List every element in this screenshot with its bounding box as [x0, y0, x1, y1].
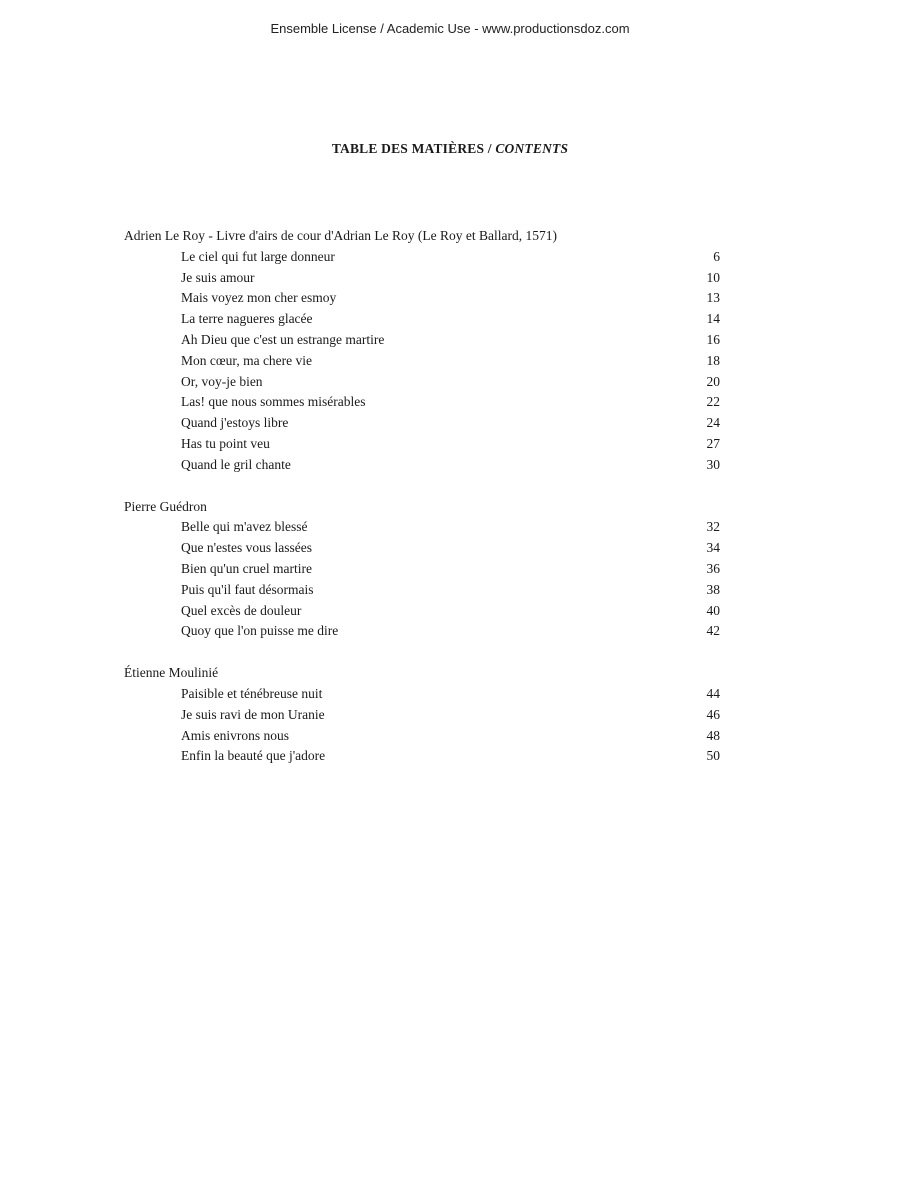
entry-title: Enfin la beauté que j'adore	[181, 748, 326, 764]
entry-page-number: 24	[706, 415, 720, 431]
entry-page-number: 13	[706, 290, 720, 306]
entry-page-number: 34	[706, 540, 720, 556]
composer-heading: Pierre Guédron	[124, 498, 207, 514]
entry-title: Amis enivrons nous	[181, 727, 289, 743]
toc-entry	[124, 372, 720, 393]
entry-title: Bien qu'un cruel martire	[181, 560, 313, 576]
entry-page-number: 46	[706, 706, 720, 722]
table-of-contents	[124, 226, 720, 788]
entry-title: Le ciel qui fut large donneur	[181, 248, 335, 264]
entry-page-number: 40	[706, 602, 720, 618]
toc-section	[124, 497, 720, 643]
toc-entry	[124, 538, 720, 559]
toc-entry	[124, 621, 720, 642]
entry-page-number: 22	[706, 394, 720, 410]
page-title	[0, 141, 900, 157]
entry-page-number: 42	[706, 623, 720, 639]
entry-page-number: 48	[706, 727, 720, 743]
entry-page-number: 36	[706, 560, 720, 576]
toc-entry	[124, 705, 720, 726]
toc-entry	[124, 309, 720, 330]
entry-page-number: 10	[706, 269, 720, 285]
entry-title: Quand le gril chante	[181, 456, 291, 472]
entry-title: Je suis amour	[181, 269, 255, 285]
toc-entry	[124, 601, 720, 622]
entry-page-number: 50	[706, 748, 720, 764]
entry-title: Paisible et ténébreuse nuit	[181, 685, 323, 701]
entry-title: La terre nagueres glacée	[181, 311, 313, 327]
title-french: TABLE DES MATIÈRES /	[331, 141, 492, 156]
entry-title: Or, voy-je bien	[181, 373, 263, 389]
toc-entry	[124, 580, 720, 601]
composer-heading: Adrien Le Roy - Livre d'airs de cour d'Adrian Le Roy (Le Roy et Ballard, 1571)	[124, 228, 557, 243]
entry-page-number: 14	[706, 311, 720, 327]
toc-entry	[124, 351, 720, 372]
toc-entry	[124, 268, 720, 289]
entry-title: Has tu point veu	[181, 435, 270, 451]
entry-page-number: 6	[713, 248, 720, 264]
entry-title: Quoy que l'on puisse me dire	[181, 623, 339, 639]
entry-title: Quel excès de douleur	[181, 602, 302, 618]
entry-title: Mon cœur, ma chere vie	[181, 352, 313, 368]
entry-page-number: 20	[706, 373, 720, 389]
entry-page-number: 16	[706, 331, 720, 347]
composer-heading: Étienne Moulinié	[124, 665, 219, 681]
toc-entry	[124, 726, 720, 747]
toc-entry	[124, 684, 720, 705]
entry-title: Quand j'estoys libre	[181, 415, 289, 431]
toc-entry	[124, 434, 720, 455]
entry-title: Puis qu'il faut désormais	[181, 581, 314, 597]
entry-title: Belle qui m'avez blessé	[181, 519, 308, 535]
entry-page-number: 32	[706, 519, 720, 535]
entry-title: Mais voyez mon cher esmoy	[181, 290, 337, 306]
title-english: CONTENTS	[495, 141, 569, 156]
entry-title: Que n'estes vous lassées	[181, 540, 313, 556]
toc-entry	[124, 288, 720, 309]
toc-entry	[124, 330, 720, 351]
entry-title: Las! que nous sommes misérables	[181, 394, 366, 410]
license-header: Ensemble License / Academic Use - www.productionsdoz.com	[270, 21, 630, 36]
entry-title: Ah Dieu que c'est un estrange martire	[181, 331, 385, 347]
toc-entry	[124, 746, 720, 767]
toc-entry	[124, 559, 720, 580]
toc-entry	[124, 413, 720, 434]
toc-entry	[124, 517, 720, 538]
entry-page-number: 38	[706, 581, 720, 597]
entry-page-number: 27	[706, 435, 720, 451]
toc-entry	[124, 247, 720, 268]
entry-page-number: 18	[706, 352, 720, 368]
entry-page-number: 30	[706, 456, 720, 472]
toc-entry	[124, 392, 720, 413]
toc-section	[124, 663, 720, 767]
entry-page-number: 44	[706, 685, 720, 701]
toc-section	[124, 226, 720, 476]
toc-entry	[124, 455, 720, 476]
entry-title: Je suis ravi de mon Uranie	[181, 706, 325, 722]
